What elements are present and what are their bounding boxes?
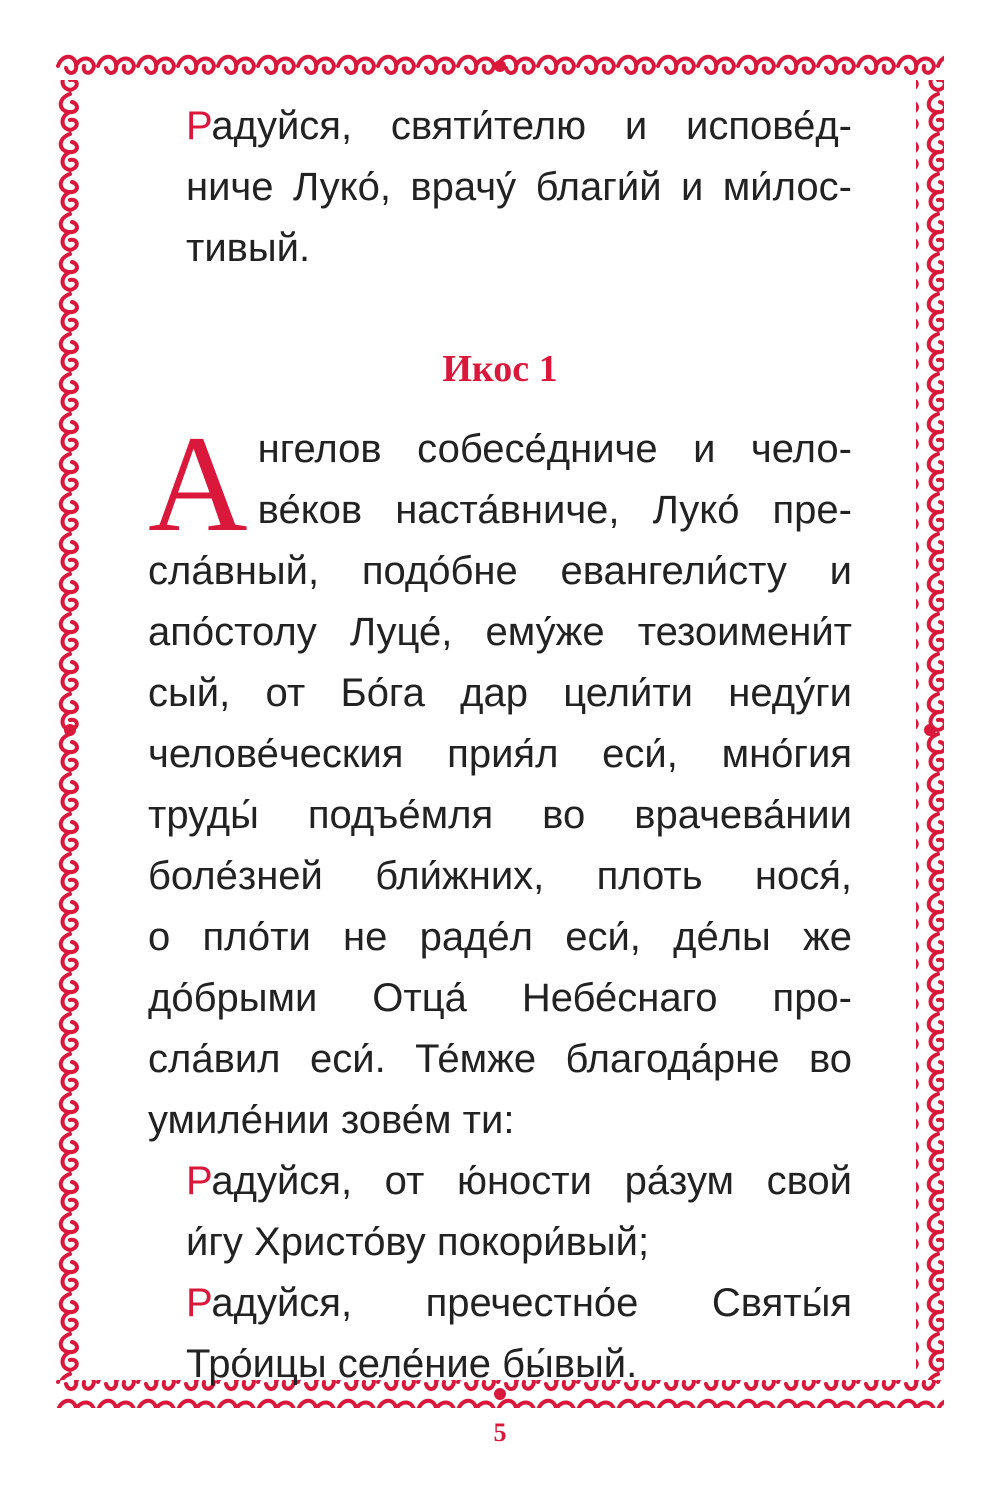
drop-cap: А	[148, 407, 248, 560]
text-line: адуйся, святи́телю и испове́д-	[211, 104, 852, 148]
text-line: сла́вный, подо́бне евангели́сту и	[148, 549, 852, 593]
text-line: боле́зней бли́жних, плоть нося́,	[148, 854, 852, 898]
text-line: адуйся, пречестно́е Святы́я	[211, 1281, 852, 1325]
text-line: апо́столу Луце́, ему́же тезоимени́т	[148, 610, 852, 654]
text-line: ниче Луко́, врачу́ благи́й и ми́лос-	[186, 165, 852, 209]
section-heading: Икос 1	[442, 348, 558, 390]
ikos-paragraph	[148, 407, 852, 1151]
red-initial: Р	[186, 104, 212, 148]
text-line: Тро́ицы селе́ние бы́вый.	[186, 1342, 638, 1386]
rejoice-paragraph-2	[148, 1273, 852, 1395]
text-line: нгелов собесе́дниче и чело-	[257, 427, 852, 471]
red-initial: Р	[186, 1159, 212, 1203]
text-line: ве́ков наста́вниче, Луко́ пре-	[257, 488, 852, 532]
red-initial: Р	[186, 1281, 212, 1325]
text-line: адуйся, от ю́ности ра́зум свой	[211, 1159, 852, 1203]
intro-paragraph	[148, 96, 852, 279]
text-line: до́брыми Отца́ Небе́снаго про-	[148, 976, 852, 1020]
text-line: челове́ческия прия́л еси́, мно́гия	[148, 732, 852, 776]
rejoice-paragraph-1	[148, 1151, 852, 1273]
text-line: о пло́ти не раде́л еси́, де́лы же	[148, 915, 852, 959]
text-line: труды́ подъе́мля во врачева́нии	[148, 793, 852, 837]
text-line: и́гу Христо́ву покори́вый;	[186, 1220, 650, 1264]
text-line: тивый.	[186, 226, 311, 270]
page-number: 5	[493, 1418, 507, 1447]
text-line: сый, от Бо́га дар цели́ти неду́ги	[148, 671, 852, 715]
text-line: сла́вил еси́. Те́мже благода́рне во	[148, 1037, 852, 1081]
page-text	[148, 96, 852, 1395]
text-line: умиле́нии зове́м ти:	[148, 1098, 515, 1142]
